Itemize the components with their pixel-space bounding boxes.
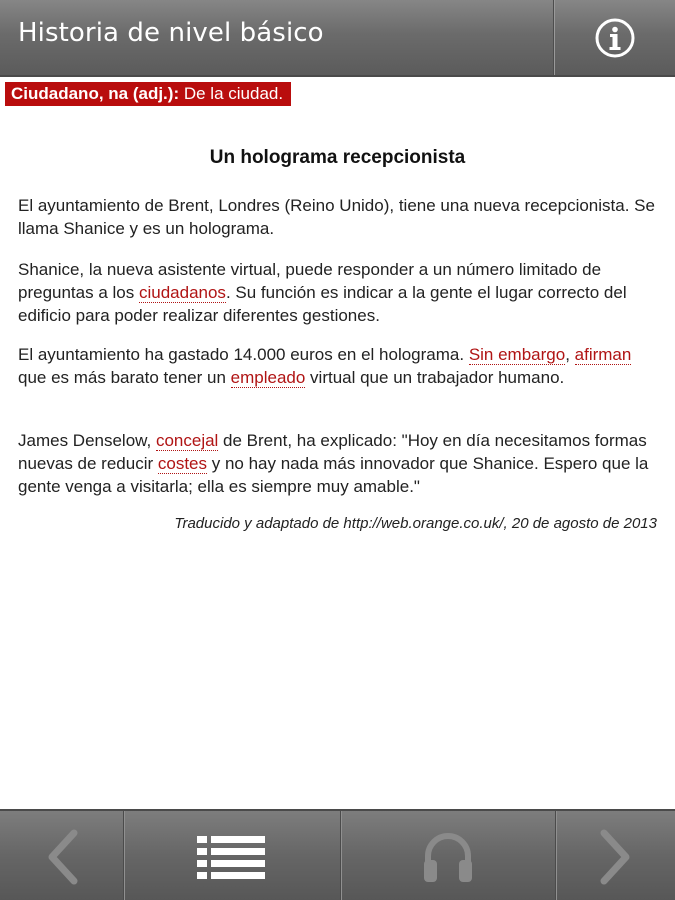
text-span: James Denselow, [18,431,156,450]
list-icon [197,835,267,879]
story-content [0,77,675,809]
page-title: Historia de nivel básico [18,18,324,48]
vocab-link-empleado[interactable]: empleado [230,368,306,387]
text-span: que es más barato tener un [18,368,231,387]
paragraph-1: El ayuntamiento de Brent, Londres (Reino Unido), tiene una nueva recepcionista. Se llama Shanice y es un holograma. [18,196,655,238]
source-citation: Traducido y adaptado de http://web.orange.co.uk/, 20 de agosto de 2013 [174,515,657,532]
next-button[interactable] [555,811,675,900]
text-span: . Su función es indicar a la gente el lugar correcto del edificio para poder realizar diferentes gestiones. [18,283,627,325]
vocab-link-sin-embargo[interactable]: Sin embargo [468,345,566,364]
text-span: y no hay nada más innovador que Shanice. Espero que la gente venga a visitarla; ella es siempre muy amable." [18,454,649,496]
paragraph-2 [18,258,658,327]
text-span: de Brent, ha explicado: "Hoy en día necesitamos formas nuevas de reducir [18,431,647,473]
article-title: Un holograma recepcionista [209,147,466,168]
next-icon [596,827,636,887]
bottom-toolbar [0,809,675,900]
glossary-definition: De la ciudad. [183,84,284,103]
vocab-link-ciudadanos[interactable]: ciudadanos [138,283,226,302]
text-span: virtual que un trabajador humano. [305,368,565,387]
glossary-banner [5,82,291,106]
headphones-icon [420,830,476,884]
info-button[interactable] [553,0,675,75]
vocab-link-afirman[interactable]: afirman [574,345,632,364]
previous-button[interactable] [0,811,123,900]
top-bar [0,0,675,77]
glossary-term: Ciudadano, na (adj.): [11,84,180,103]
text-span: El ayuntamiento ha gastado 14.000 euros en el holograma. [18,345,469,364]
audio-button[interactable] [340,811,555,900]
paragraph-4 [18,429,658,498]
paragraph-3 [18,343,658,389]
vocab-link-costes[interactable]: costes [157,454,208,473]
info-icon [594,17,636,59]
text-span: , [565,345,575,364]
previous-icon [42,827,82,887]
list-button[interactable] [123,811,340,900]
vocab-link-concejal[interactable]: concejal [155,431,219,450]
text-span: Shanice, la nueva asistente virtual, puede responder a un número limitado de preguntas a los [18,260,602,302]
